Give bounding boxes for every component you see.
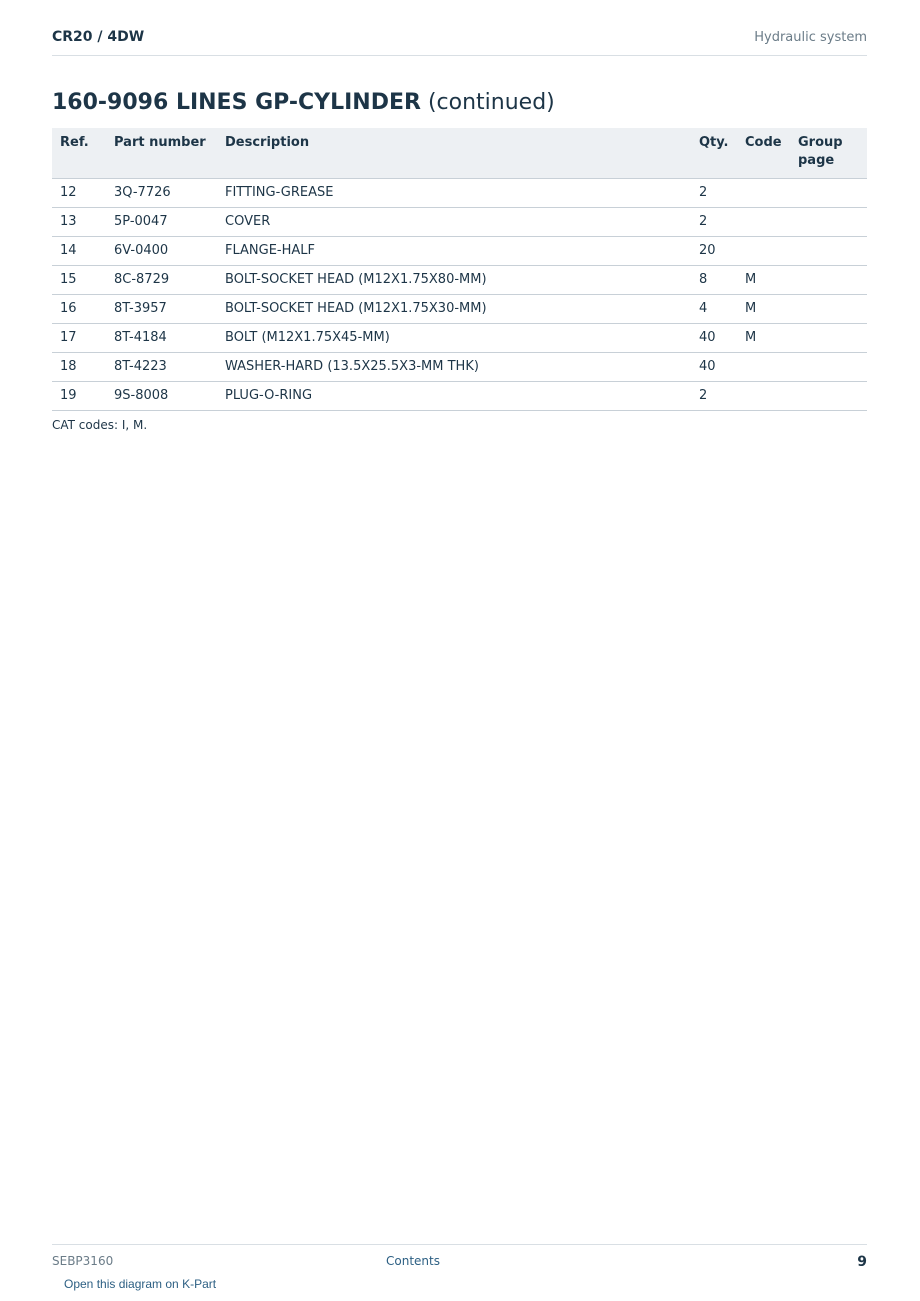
cell-part-number: 8C-8729 [106, 266, 217, 295]
page-title [52, 90, 555, 115]
cell-qty: 40 [691, 324, 737, 353]
cell-group-page [790, 353, 867, 382]
cell-ref: 14 [52, 237, 106, 266]
cell-group-page [790, 266, 867, 295]
cell-qty: 2 [691, 382, 737, 411]
header-group-page: Group page [790, 128, 867, 179]
cell-group-page [790, 208, 867, 237]
cell-qty: 40 [691, 353, 737, 382]
cell-description: FITTING-GREASE [217, 179, 691, 208]
page-number: 9 [857, 1254, 867, 1270]
title-suffix: (continued) [427, 90, 555, 115]
cell-qty: 8 [691, 266, 737, 295]
header-qty: Qty. [691, 128, 737, 179]
cell-group-page [790, 237, 867, 266]
cell-code [737, 208, 790, 237]
table-row [52, 179, 867, 208]
cell-part-number: 9S-8008 [106, 382, 217, 411]
header-part-number: Part number [106, 128, 217, 179]
contents-link[interactable]: Contents [386, 1254, 440, 1268]
cell-description: FLANGE-HALF [217, 237, 691, 266]
cell-part-number: 8T-3957 [106, 295, 217, 324]
table-row [52, 382, 867, 411]
table-header-row [52, 128, 867, 179]
table-row [52, 295, 867, 324]
cell-part-number: 5P-0047 [106, 208, 217, 237]
table-row [52, 208, 867, 237]
parts-table [52, 128, 867, 411]
cell-ref: 13 [52, 208, 106, 237]
cell-qty: 4 [691, 295, 737, 324]
header-description: Description [217, 128, 691, 179]
table-row [52, 266, 867, 295]
cell-ref: 12 [52, 179, 106, 208]
cell-group-page [790, 295, 867, 324]
cell-part-number: 6V-0400 [106, 237, 217, 266]
cell-ref: 16 [52, 295, 106, 324]
header-ref: Ref. [52, 128, 106, 179]
cell-code [737, 179, 790, 208]
cell-ref: 19 [52, 382, 106, 411]
cell-part-number: 8T-4184 [106, 324, 217, 353]
cell-ref: 17 [52, 324, 106, 353]
cell-description: COVER [217, 208, 691, 237]
page-header [52, 0, 867, 56]
document-code: SEBP3160 [52, 1254, 114, 1268]
cell-part-number: 3Q-7726 [106, 179, 217, 208]
cat-codes-note: CAT codes: I, M. [52, 418, 148, 432]
cell-code: M [737, 324, 790, 353]
cell-description: BOLT-SOCKET HEAD (M12X1.75X30-MM) [217, 295, 691, 324]
cell-code [737, 353, 790, 382]
cell-group-page [790, 179, 867, 208]
cell-group-page [790, 324, 867, 353]
cell-code [737, 382, 790, 411]
table-row [52, 237, 867, 266]
cell-qty: 2 [691, 208, 737, 237]
header-code: Code [737, 128, 790, 179]
cell-code [737, 237, 790, 266]
cell-qty: 2 [691, 179, 737, 208]
cell-code: M [737, 295, 790, 324]
cell-ref: 15 [52, 266, 106, 295]
cell-qty: 20 [691, 237, 737, 266]
title-main: 160-9096 LINES GP-CYLINDER [52, 90, 421, 115]
cell-description: BOLT (M12X1.75X45-MM) [217, 324, 691, 353]
cell-description: PLUG-O-RING [217, 382, 691, 411]
page-footer [52, 1244, 867, 1301]
cell-description: BOLT-SOCKET HEAD (M12X1.75X80-MM) [217, 266, 691, 295]
cell-group-page [790, 382, 867, 411]
cell-part-number: 8T-4223 [106, 353, 217, 382]
document-model: CR20 / 4DW [52, 29, 145, 45]
table-row [52, 324, 867, 353]
table-row [52, 353, 867, 382]
cell-ref: 18 [52, 353, 106, 382]
cell-description: WASHER-HARD (13.5X25.5X3-MM THK) [217, 353, 691, 382]
section-name: Hydraulic system [754, 30, 867, 45]
cell-code: M [737, 266, 790, 295]
kpart-link[interactable]: Open this diagram on K-Part [64, 1277, 217, 1291]
